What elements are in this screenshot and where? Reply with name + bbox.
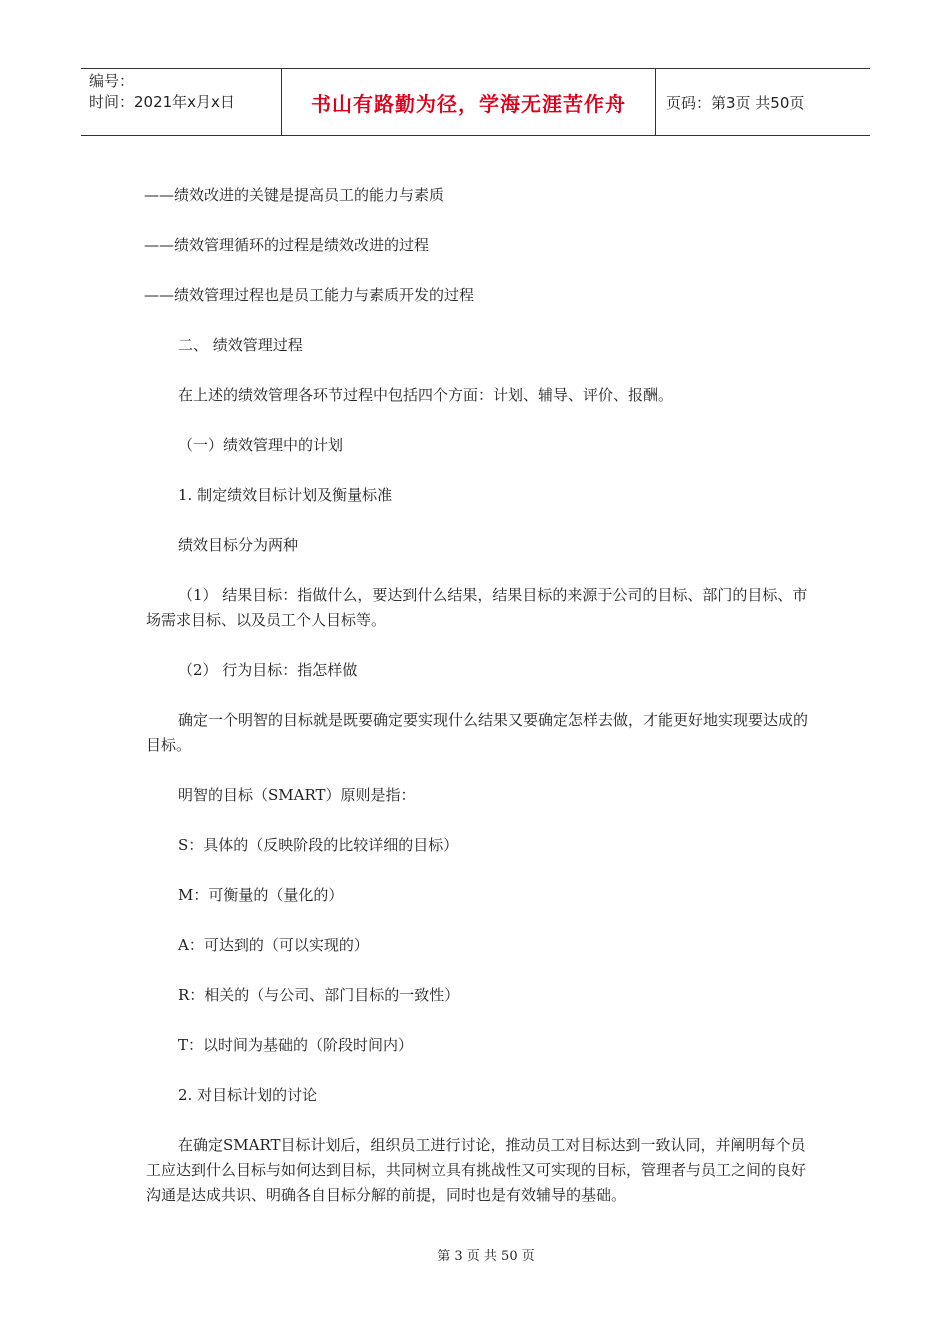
section-heading: 二、 绩效管理过程 (178, 336, 303, 354)
paragraph: （2） 行为目标：指怎样做 (178, 661, 358, 679)
paragraph: ——绩效改进的关键是提高员工的能力与素质 (144, 186, 445, 204)
subsection-heading: （一）绩效管理中的计划 (178, 436, 344, 454)
time-label: 时间：2021年x月x日 (89, 93, 235, 111)
paragraph: ——绩效管理循环的过程是绩效改进的过程 (144, 236, 430, 254)
motto-text: 书山有路勤为径，学海无涯苦作舟 (311, 91, 626, 116)
number-label: 编号： (89, 72, 135, 90)
paragraph: 明智的目标（SMART）原则是指： (178, 786, 416, 804)
numbered-heading: 2. 对目标计划的讨论 (178, 1086, 318, 1104)
header-page-info (656, 69, 870, 135)
paragraph: ——绩效管理过程也是员工能力与素质开发的过程 (144, 286, 475, 304)
list-item: A：可达到的（可以实现的） (178, 936, 369, 954)
paragraph: （1） 结果目标：指做什么，要达到什么结果，结果目标的来源于公司的目标、部门的目标、市场需求目标、以及员工个人目标等。 (146, 586, 808, 629)
list-item: T：以时间为基础的（阶段时间内） (178, 1036, 414, 1054)
numbered-heading: 1. 制定绩效目标计划及衡量标准 (178, 486, 393, 504)
paragraph: 确定一个明智的目标就是既要确定要实现什么结果又要确定怎样去做，才能更好地实现要达成的目标。 (146, 711, 809, 754)
paragraph: 在上述的绩效管理各环节过程中包括四个方面：计划、辅导、评价、报酬。 (178, 386, 674, 404)
footer-page-number: 第 3 页 共 50 页 (437, 1249, 535, 1264)
list-item: R：相关的（与公司、部门目标的一致性） (178, 986, 460, 1004)
page-info-text: 页码：第3页 共50页 (666, 93, 805, 112)
list-item: S：具体的（反映阶段的比较详细的目标） (178, 836, 459, 854)
paragraph: 在确定SMART目标计划后，组织员工进行讨论，推动员工对目标达到一致认同，并阐明每个员工应达到什么目标与如何达到目标，共同树立具有挑战性又可实现的目标，管理者与员工之间的良好沟通是达成共识、明确各自目标分解的前提，同时也是有效辅导的基础。 (146, 1136, 807, 1204)
header-motto-cell (281, 69, 656, 135)
paragraph: 绩效目标分为两种 (178, 536, 299, 554)
page-footer (0, 1245, 950, 1264)
header-meta (81, 69, 281, 135)
page-header (81, 68, 870, 136)
list-item: M：可衡量的（量化的） (178, 886, 344, 904)
